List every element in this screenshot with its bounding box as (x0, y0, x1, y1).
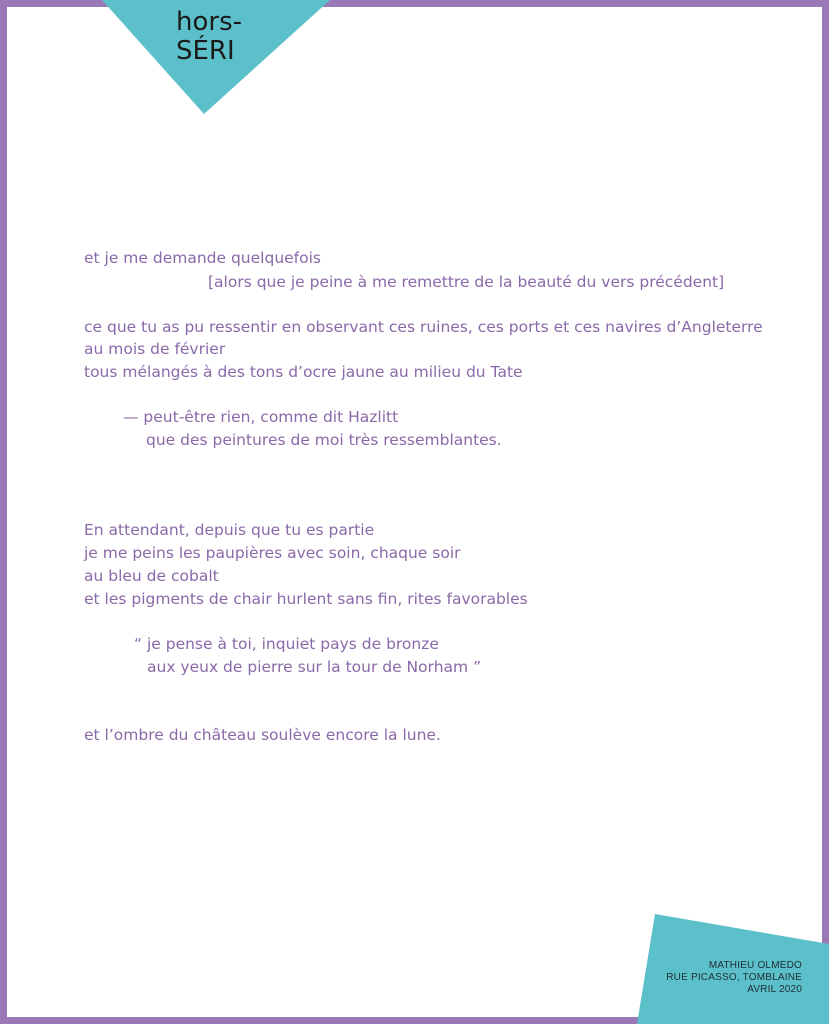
poem-line: au bleu de cobalt (84, 567, 219, 585)
poem-line: au mois de février (84, 340, 226, 358)
poem-line: je me peins les paupières avec soin, chaque soir (84, 544, 461, 562)
poem-line: et l’ombre du château soulève encore la lune. (84, 726, 441, 744)
poem-line: tous mélangés à des tons d’ocre jaune au milieu du Tate (84, 363, 523, 381)
poem-line: et les pigments de chair hurlent sans fin, rites favorables (84, 590, 528, 608)
poem-line: aux yeux de pierre sur la tour de Norham ” (147, 658, 482, 676)
poem-line: ce que tu as pu ressentir en observant ces ruines, ces ports et ces navires d’Angleterre (84, 318, 763, 336)
poem-line: [alors que je peine à me remettre de la beauté du vers précédent] (208, 273, 725, 291)
footer-credits (666, 960, 802, 996)
poem-line: — peut-être rien, comme dit Hazlitt (123, 408, 399, 426)
poem-line: En attendant, depuis que tu es partie (84, 521, 375, 539)
poem-line: que des peintures de moi très ressemblantes. (146, 431, 502, 449)
badge-line-1: hors- (176, 7, 243, 37)
badge-line-2: SÉRI (176, 36, 235, 66)
badge-label (176, 8, 242, 66)
poem-line: et je me demande quelquefois (84, 249, 321, 267)
footer-author: MATHIEU OLMEDO (708, 960, 802, 971)
footer-place: RUE PICASSO, TOMBLAINE (666, 972, 802, 983)
poem-line: “ je pense à toi, inquiet pays de bronze (134, 635, 439, 653)
footer-date: AVRIL 2020 (747, 984, 802, 995)
